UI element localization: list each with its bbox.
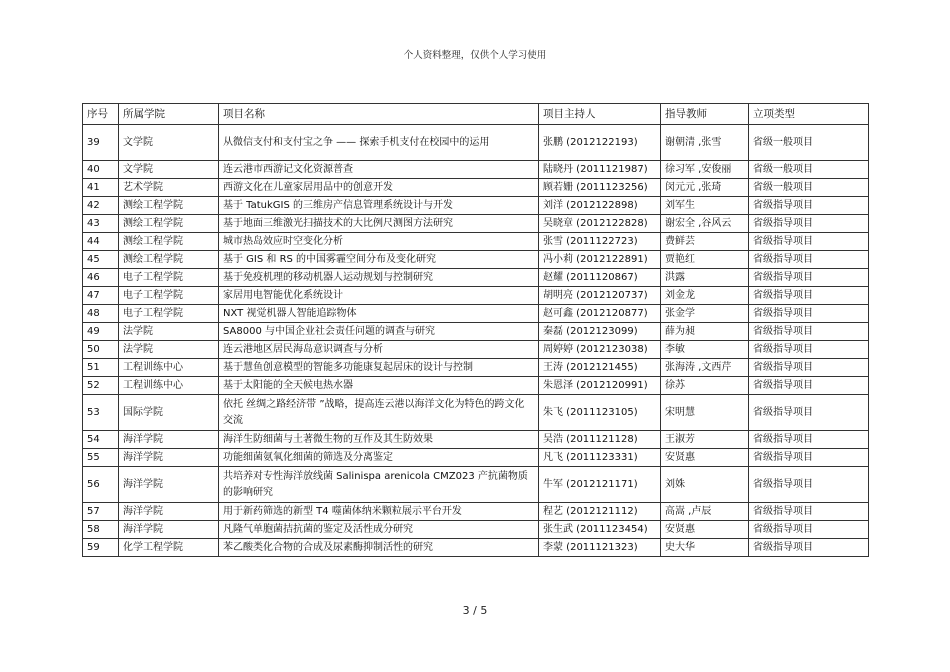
cell-no: 49 bbox=[83, 323, 119, 341]
cell-college: 电子工程学院 bbox=[119, 269, 219, 287]
cell-no: 55 bbox=[83, 449, 119, 467]
table-row bbox=[83, 467, 869, 503]
cell-leader: 李蒙 (2011121323) bbox=[539, 539, 661, 557]
cell-college: 测绘工程学院 bbox=[119, 197, 219, 215]
cell-leader: 陆晓丹 (2011121987) bbox=[539, 161, 661, 179]
cell-advisor: 徐苏 bbox=[661, 377, 749, 395]
cell-project: 基于免疫机理的移动机器人运动规划与控制研究 bbox=[219, 269, 539, 287]
cell-type: 省级指导项目 bbox=[749, 503, 869, 521]
cell-advisor: 刘金龙 bbox=[661, 287, 749, 305]
cell-type: 省级指导项目 bbox=[749, 233, 869, 251]
cell-no: 40 bbox=[83, 161, 119, 179]
cell-college: 文学院 bbox=[119, 161, 219, 179]
cell-project: 连云港地区居民海岛意识调查与分析 bbox=[219, 341, 539, 359]
cell-project: 家居用电智能优化系统设计 bbox=[219, 287, 539, 305]
table-row bbox=[83, 377, 869, 395]
cell-no: 48 bbox=[83, 305, 119, 323]
page-number: 3 / 5 bbox=[462, 604, 488, 617]
cell-leader: 吴浩 (2011121128) bbox=[539, 431, 661, 449]
cell-leader: 周婷婷 (2012123038) bbox=[539, 341, 661, 359]
table-row bbox=[83, 395, 869, 431]
cell-project: 苯乙酸类化合物的合成及尿素酶抑制活性的研究 bbox=[219, 539, 539, 557]
table-row bbox=[83, 269, 869, 287]
cell-no: 51 bbox=[83, 359, 119, 377]
cell-type: 省级指导项目 bbox=[749, 341, 869, 359]
cell-leader: 王涛 (2012121455) bbox=[539, 359, 661, 377]
table-row bbox=[83, 179, 869, 197]
cell-leader: 凡飞 (2011123331) bbox=[539, 449, 661, 467]
cell-no: 39 bbox=[83, 125, 119, 161]
table-row bbox=[83, 323, 869, 341]
cell-leader: 牛军 (2012121171) bbox=[539, 467, 661, 503]
cell-project: 基于地面三维激光扫描技术的大比例尺测图方法研究 bbox=[219, 215, 539, 233]
cell-advisor: 谢宏全 ,谷风云 bbox=[661, 215, 749, 233]
cell-type: 省级指导项目 bbox=[749, 215, 869, 233]
cell-leader: 冯小莉 (2012122891) bbox=[539, 251, 661, 269]
column-header-college: 所属学院 bbox=[119, 104, 219, 125]
cell-college: 法学院 bbox=[119, 323, 219, 341]
cell-advisor: 宋明慧 bbox=[661, 395, 749, 431]
cell-advisor: 薛为昶 bbox=[661, 323, 749, 341]
table-row bbox=[83, 341, 869, 359]
cell-project: 凡隆气单胞菌拮抗菌的鉴定及活性成分研究 bbox=[219, 521, 539, 539]
cell-advisor: 王淑芳 bbox=[661, 431, 749, 449]
table-row bbox=[83, 287, 869, 305]
cell-advisor: 谢朝清 ,张雪 bbox=[661, 125, 749, 161]
cell-advisor: 洪露 bbox=[661, 269, 749, 287]
cell-college: 海洋学院 bbox=[119, 521, 219, 539]
cell-advisor: 高嵩 ,卢辰 bbox=[661, 503, 749, 521]
cell-college: 测绘工程学院 bbox=[119, 251, 219, 269]
cell-type: 省级一般项目 bbox=[749, 125, 869, 161]
cell-leader: 张生武 (2011123454) bbox=[539, 521, 661, 539]
cell-type: 省级指导项目 bbox=[749, 269, 869, 287]
cell-college: 艺术学院 bbox=[119, 179, 219, 197]
cell-no: 45 bbox=[83, 251, 119, 269]
cell-type: 省级指导项目 bbox=[749, 287, 869, 305]
cell-project: 基于慧鱼创意模型的智能多功能康复起居床的设计与控制 bbox=[219, 359, 539, 377]
table-row bbox=[83, 215, 869, 233]
cell-college: 工程训练中心 bbox=[119, 359, 219, 377]
cell-leader: 秦磊 (2012123099) bbox=[539, 323, 661, 341]
cell-college: 海洋学院 bbox=[119, 431, 219, 449]
cell-leader: 程艺 (2012121112) bbox=[539, 503, 661, 521]
cell-project: 共培养对专性海洋放线菌 Salinispa arenicola CMZ023 产抗菌物质的影响研究 bbox=[219, 467, 539, 503]
cell-advisor: 贾艳红 bbox=[661, 251, 749, 269]
cell-advisor: 史大华 bbox=[661, 539, 749, 557]
cell-project: 城市热岛效应时空变化分析 bbox=[219, 233, 539, 251]
cell-project: 从微信支付和支付宝之争 —— 探索手机支付在校园中的运用 bbox=[219, 125, 539, 161]
cell-type: 省级一般项目 bbox=[749, 179, 869, 197]
cell-college: 文学院 bbox=[119, 125, 219, 161]
cell-no: 44 bbox=[83, 233, 119, 251]
column-header-type: 立项类型 bbox=[749, 104, 869, 125]
cell-college: 国际学院 bbox=[119, 395, 219, 431]
project-table bbox=[82, 103, 869, 557]
cell-type: 省级指导项目 bbox=[749, 539, 869, 557]
table-row bbox=[83, 521, 869, 539]
cell-type: 省级一般项目 bbox=[749, 161, 869, 179]
cell-advisor: 闵元元 ,张琦 bbox=[661, 179, 749, 197]
cell-advisor: 徐习军 ,安俊丽 bbox=[661, 161, 749, 179]
cell-no: 59 bbox=[83, 539, 119, 557]
cell-no: 41 bbox=[83, 179, 119, 197]
table-row bbox=[83, 431, 869, 449]
cell-type: 省级指导项目 bbox=[749, 431, 869, 449]
cell-project: 功能细菌氨氧化细菌的筛选及分离鉴定 bbox=[219, 449, 539, 467]
table-header-row bbox=[83, 104, 869, 125]
table-row bbox=[83, 197, 869, 215]
cell-type: 省级指导项目 bbox=[749, 323, 869, 341]
header-note: 个人资料整理，仅供个人学习使用 bbox=[403, 50, 547, 61]
cell-project: 基于 GIS 和 RS 的中国雾霾空间分布及变化研究 bbox=[219, 251, 539, 269]
cell-college: 海洋学院 bbox=[119, 503, 219, 521]
cell-advisor: 安贤惠 bbox=[661, 449, 749, 467]
cell-project: 西游文化在儿童家居用品中的创意开发 bbox=[219, 179, 539, 197]
cell-college: 法学院 bbox=[119, 341, 219, 359]
cell-no: 47 bbox=[83, 287, 119, 305]
cell-type: 省级指导项目 bbox=[749, 467, 869, 503]
cell-no: 56 bbox=[83, 467, 119, 503]
cell-type: 省级指导项目 bbox=[749, 305, 869, 323]
table-row bbox=[83, 305, 869, 323]
cell-project: 用于新药筛选的新型 T4 噬菌体纳米颗粒展示平台开发 bbox=[219, 503, 539, 521]
cell-advisor: 刘姝 bbox=[661, 467, 749, 503]
cell-leader: 朱恩泽 (2012120991) bbox=[539, 377, 661, 395]
cell-project: 基于太阳能的全天候电热水器 bbox=[219, 377, 539, 395]
cell-type: 省级指导项目 bbox=[749, 197, 869, 215]
cell-project: SA8000 与中国企业社会责任问题的调查与研究 bbox=[219, 323, 539, 341]
cell-no: 57 bbox=[83, 503, 119, 521]
cell-advisor: 张海涛 ,文西芹 bbox=[661, 359, 749, 377]
table-row bbox=[83, 359, 869, 377]
cell-type: 省级指导项目 bbox=[749, 449, 869, 467]
cell-no: 50 bbox=[83, 341, 119, 359]
cell-project: NXT 视觉机器人智能追踪物体 bbox=[219, 305, 539, 323]
cell-project: 依托 丝绸之路经济带 ”战略，提高连云港以海洋文化为特色的跨文化交流 bbox=[219, 395, 539, 431]
cell-college: 电子工程学院 bbox=[119, 287, 219, 305]
cell-leader: 张鹏 (2012122193) bbox=[539, 125, 661, 161]
column-header-advisor: 指导教师 bbox=[661, 104, 749, 125]
cell-no: 54 bbox=[83, 431, 119, 449]
table-row bbox=[83, 449, 869, 467]
cell-type: 省级指导项目 bbox=[749, 377, 869, 395]
cell-type: 省级指导项目 bbox=[749, 395, 869, 431]
cell-no: 58 bbox=[83, 521, 119, 539]
table-row bbox=[83, 233, 869, 251]
cell-advisor: 费鲜芸 bbox=[661, 233, 749, 251]
cell-leader: 吴晓章 (2012122828) bbox=[539, 215, 661, 233]
cell-no: 43 bbox=[83, 215, 119, 233]
cell-college: 工程训练中心 bbox=[119, 377, 219, 395]
cell-college: 海洋学院 bbox=[119, 467, 219, 503]
cell-leader: 胡明亮 (2012120737) bbox=[539, 287, 661, 305]
column-header-no: 序号 bbox=[83, 104, 119, 125]
column-header-leader: 项目主持人 bbox=[539, 104, 661, 125]
cell-project: 海洋生防细菌与土著微生物的互作及其生防效果 bbox=[219, 431, 539, 449]
cell-no: 53 bbox=[83, 395, 119, 431]
cell-college: 化学工程学院 bbox=[119, 539, 219, 557]
table-row bbox=[83, 251, 869, 269]
table-row bbox=[83, 161, 869, 179]
cell-college: 电子工程学院 bbox=[119, 305, 219, 323]
cell-type: 省级指导项目 bbox=[749, 251, 869, 269]
cell-advisor: 李敏 bbox=[661, 341, 749, 359]
cell-type: 省级指导项目 bbox=[749, 521, 869, 539]
cell-advisor: 张金学 bbox=[661, 305, 749, 323]
cell-project: 基于 TatukGIS 的三维房产信息管理系统设计与开发 bbox=[219, 197, 539, 215]
table-row bbox=[83, 125, 869, 161]
cell-leader: 顾若姗 (2011123256) bbox=[539, 179, 661, 197]
cell-leader: 赵可鑫 (2012120877) bbox=[539, 305, 661, 323]
cell-college: 测绘工程学院 bbox=[119, 215, 219, 233]
table-row bbox=[83, 539, 869, 557]
cell-no: 42 bbox=[83, 197, 119, 215]
cell-leader: 赵耀 (2011120867) bbox=[539, 269, 661, 287]
cell-project: 连云港市西游记文化资源普查 bbox=[219, 161, 539, 179]
cell-no: 52 bbox=[83, 377, 119, 395]
cell-no: 46 bbox=[83, 269, 119, 287]
cell-advisor: 刘军生 bbox=[661, 197, 749, 215]
cell-college: 海洋学院 bbox=[119, 449, 219, 467]
cell-advisor: 安贤惠 bbox=[661, 521, 749, 539]
cell-leader: 刘洋 (2012122898) bbox=[539, 197, 661, 215]
cell-college: 测绘工程学院 bbox=[119, 233, 219, 251]
column-header-project: 项目名称 bbox=[219, 104, 539, 125]
cell-type: 省级指导项目 bbox=[749, 359, 869, 377]
table-row bbox=[83, 503, 869, 521]
cell-leader: 张雪 (2011122723) bbox=[539, 233, 661, 251]
cell-leader: 朱飞 (2011123105) bbox=[539, 395, 661, 431]
